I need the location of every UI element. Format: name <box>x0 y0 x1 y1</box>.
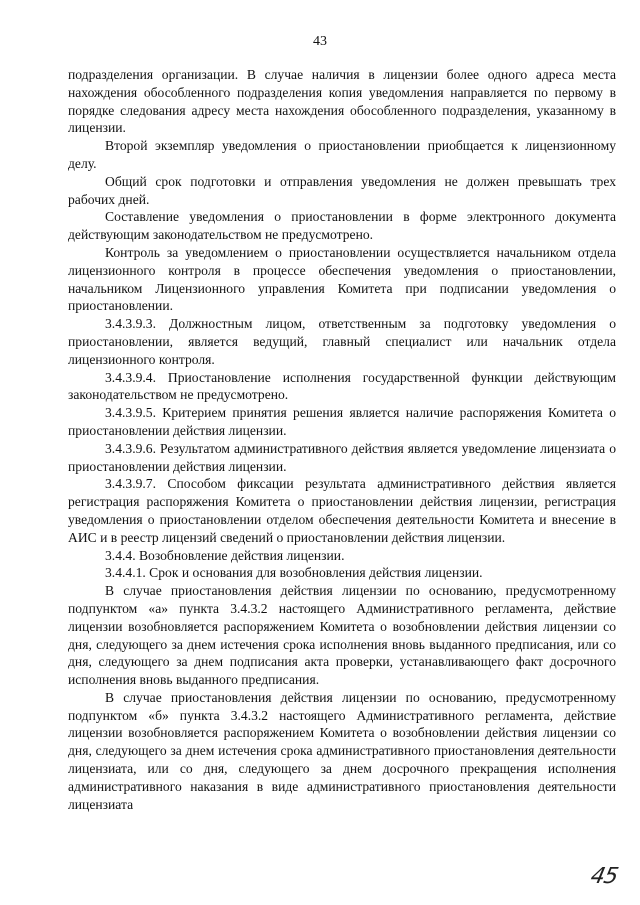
handwritten-page-number: 45 <box>588 864 620 889</box>
paragraph: 3.4.3.9.5. Критерием принятия решения является наличие распоряжения Комитета о приостановлении действия лицензии. <box>68 405 616 438</box>
paragraph: 3.4.4. Возобновление действия лицензии. <box>105 547 345 563</box>
paragraph: В случае приостановления действия лицензии по основанию, предусмотренному подпунктом «б» пункта 3.4.3.2 настоящего Административного регламента, действие лицензии возобновляется распоряжением Комитета о возобновлении действия лицензии со дня, следующего за днем истечения срока административного приостановления деятельности лицензиата, или со дня, следующего за днем досрочного прекращения исполнения административного наказания в виде административного приостановления деятельности лицензиата <box>68 689 616 812</box>
page-number: 43 <box>313 34 327 49</box>
paragraph: 3.4.3.9.6. Результатом административного действия является уведомление лицензиата о приостановлении действия лицензии. <box>68 440 616 474</box>
paragraph: 3.4.4.1. Срок и основания для возобновления действия лицензии. <box>105 565 483 581</box>
paragraph: 3.4.3.9.4. Приостановление исполнения государственной функции действующим законодательством не предусмотрено. <box>68 369 616 403</box>
paragraph: Общий срок подготовки и отправления уведомления не должен превышать трех рабочих дней. <box>68 173 616 207</box>
paragraph: 3.4.3.9.3. Должностным лицом, ответственным за подготовку уведомления о приостановлении, является ведущий, главный специалист или начальник отдела лицензионного контроля. <box>68 316 616 367</box>
paragraph: В случае приостановления действия лицензии по основанию, предусмотренному подпунктом «а» пункта 3.4.3.2 настоящего Административного регламента, действие лицензии возобновляется распоряжением Комитета о возобновлении действия лицензии со дня, следующего за днем истечения срока исполнения вновь выданного предписания, или со дня, следующего за днем подписания акта проверки, устанавливающего факт досрочного исполнения вновь выданного предписания. <box>68 583 616 688</box>
paragraph: Составление уведомления о приостановлении в форме электронного документа действующим законодательством не предусмотрено. <box>68 209 616 243</box>
paragraph: Контроль за уведомлением о приостановлении осуществляется начальником отдела лицензионного контроля в процессе обеспечения уведомления о приостановлении, начальником Лицензионного управления Комитета при подписании уведомления о приостановлении. <box>68 244 616 314</box>
document-body <box>68 66 616 813</box>
paragraph: Второй экземпляр уведомления о приостановлении приобщается к лицензионному делу. <box>68 138 616 171</box>
paragraph: подразделения организации. В случае наличия в лицензии более одного адреса места нахождения обособленного подразделения копия уведомления направляется по первому в порядке следования адресу места нахождения обособленного подразделения, указанному в лицензии. <box>68 67 616 136</box>
paragraph: 3.4.3.9.7. Способом фиксации результата административного действия является регистрация распоряжения Комитета о приостановлении действия лицензии, регистрация уведомления о приостановлении отделом обеспечения деятельности Комитета и внесение в АИС и в реестр лицензий сведений о приостановлении действия лицензии. <box>68 476 616 545</box>
